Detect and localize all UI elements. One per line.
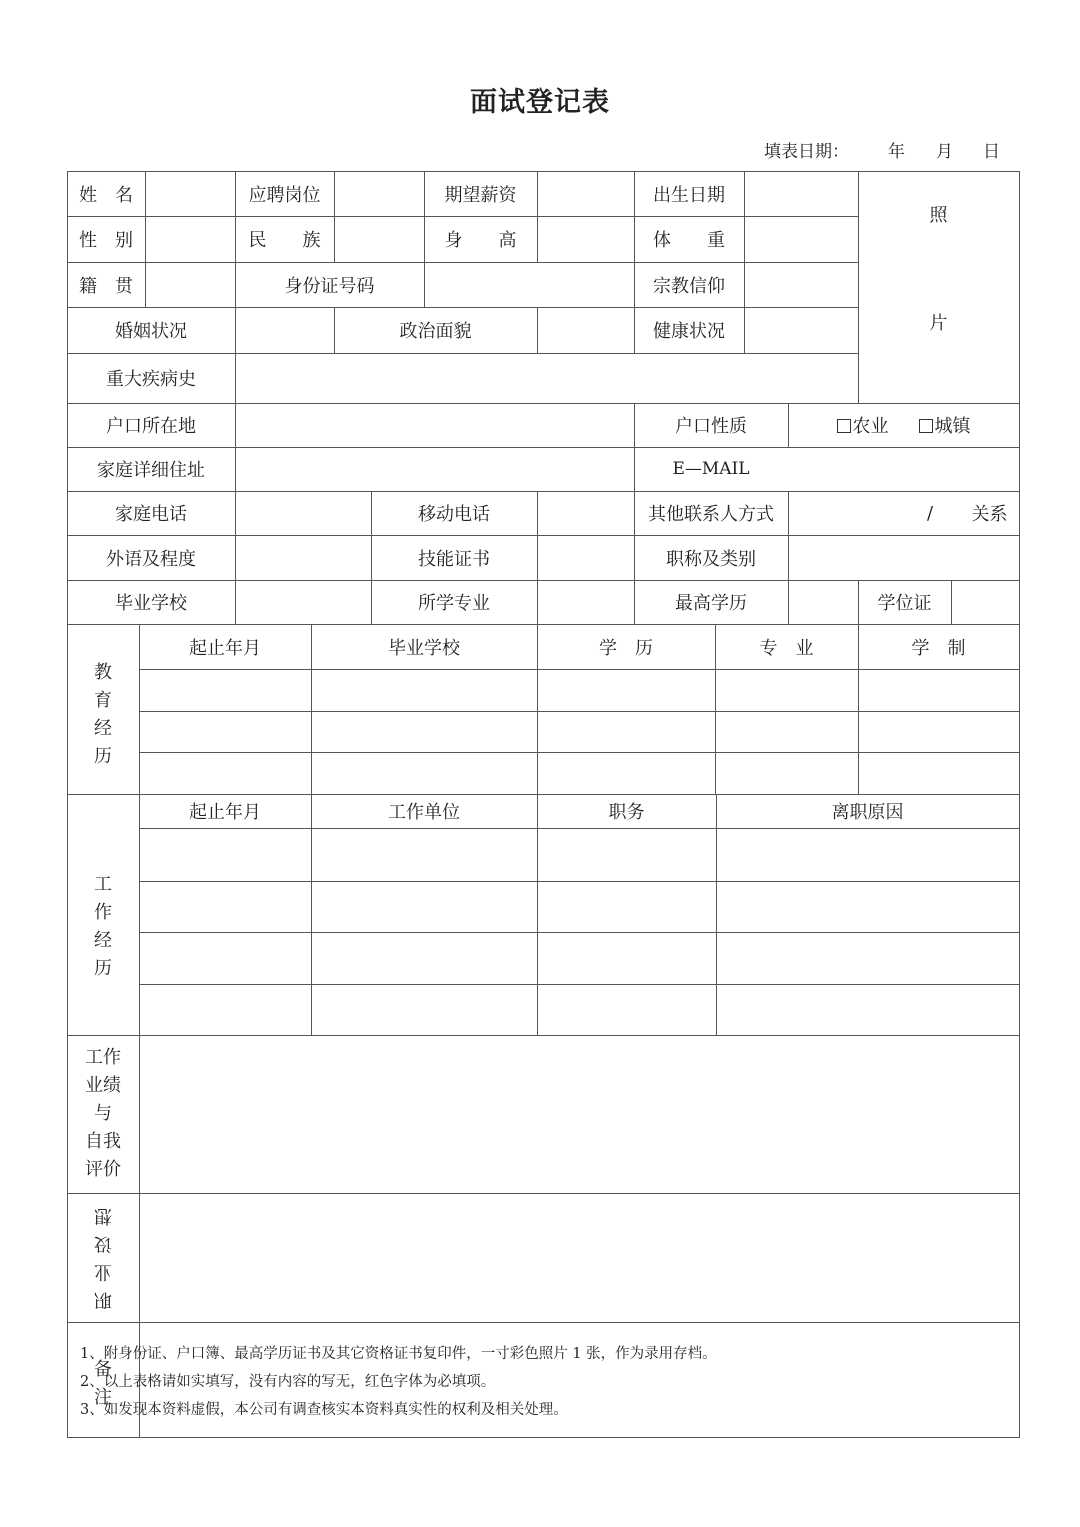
label-email: E—MAIL [672, 459, 750, 479]
education-cell[interactable] [859, 670, 1019, 711]
native-place-field[interactable] [146, 263, 235, 307]
self-evaluation-label-char: 与 [94, 1103, 112, 1124]
weight-field[interactable] [745, 217, 858, 262]
education-cell[interactable] [859, 753, 1019, 794]
self-evaluation-label-char: 自我 [85, 1131, 121, 1152]
work-header: 离职原因 [831, 802, 904, 823]
label-relation: 关系 [971, 504, 1008, 525]
label-gender: 性 别 [79, 230, 133, 251]
birth-date-field[interactable] [745, 172, 858, 216]
education-header: 专 业 [759, 637, 814, 659]
fill-date-month[interactable]: 月 [936, 142, 953, 162]
education-section-label-char: 教 [94, 662, 112, 683]
fill-date-label: 填表日期： [764, 142, 849, 162]
work-cell[interactable] [538, 933, 716, 984]
label-religion: 宗教信仰 [653, 275, 725, 297]
work-cell[interactable] [140, 933, 311, 984]
degree-field[interactable] [952, 581, 1019, 624]
label-position: 应聘岗位 [248, 184, 321, 206]
hukou-type-options [788, 403, 1019, 447]
work-section-label-char: 经 [94, 929, 112, 951]
remarks-section-label-char: 注 [94, 1386, 112, 1408]
work-section-label-char: 历 [94, 957, 112, 979]
other-contact-field[interactable] [789, 492, 905, 535]
label-weight: 体 重 [653, 230, 725, 251]
label-health: 健康状况 [653, 321, 725, 342]
education-section-label-char: 经 [94, 718, 112, 739]
work-cell[interactable] [140, 882, 311, 932]
remarks-section-label-char: 备 [94, 1358, 112, 1380]
id-number-field[interactable] [425, 263, 634, 307]
email-field[interactable] [789, 448, 1019, 491]
work-cell[interactable] [538, 882, 716, 932]
photo-area[interactable] [859, 172, 1019, 403]
label-address: 家庭详细住址 [97, 460, 205, 481]
self-evaluation-label-char: 业绩 [85, 1075, 121, 1096]
remark-line: 1、附身份证、户口簿、最高学历证书及其它资格证书复印件，一寸彩色照片 1 张，作为录用存档。 [80, 1346, 717, 1362]
urban-option[interactable] [919, 412, 971, 438]
career-plan-label-char: 职 [94, 1289, 112, 1311]
career-plan-label [67, 1193, 139, 1322]
urban-option-label: 城镇 [934, 416, 971, 437]
gender-field[interactable] [146, 217, 235, 262]
remark-line: 2、以上表格请如实填写，没有内容的写无，红色字体为必填项。 [80, 1374, 496, 1390]
label-education-level: 最高学历 [675, 593, 747, 614]
education-header: 学 制 [911, 637, 966, 659]
photo-label-2: 片 [929, 312, 948, 334]
label-height: 身 高 [444, 230, 517, 251]
work-cell[interactable] [717, 933, 1019, 984]
language-field[interactable] [236, 536, 371, 580]
education-cell[interactable] [859, 712, 1019, 752]
label-ethnicity: 民 族 [248, 230, 321, 251]
work-cell[interactable] [312, 985, 537, 1035]
school-field[interactable] [236, 581, 371, 624]
education-cell[interactable] [716, 670, 858, 711]
label-major-illness: 重大疾病史 [106, 369, 196, 390]
political-field[interactable] [538, 308, 634, 353]
position-field[interactable] [335, 172, 424, 216]
ethnicity-field[interactable] [335, 217, 424, 262]
work-cell[interactable] [312, 882, 537, 932]
education-cell[interactable] [312, 670, 537, 711]
education-cell[interactable] [312, 712, 537, 752]
education-cell[interactable] [140, 712, 311, 752]
self-evaluation-label [67, 1035, 139, 1193]
skill-cert-field[interactable] [538, 536, 634, 580]
education-cell[interactable] [140, 753, 311, 794]
education-header: 毕业学校 [388, 637, 460, 659]
career-plan-label-char: 想 [94, 1205, 112, 1227]
remark-line: 3、如发现本资料虚假，本公司有调查核实本资料真实性的权利及相关处理。 [80, 1402, 568, 1418]
education-header: 起止年月 [189, 637, 261, 659]
label-name: 姓 名 [79, 184, 133, 206]
checkbox-icon[interactable] [837, 419, 851, 433]
work-cell[interactable] [312, 933, 537, 984]
label-home-phone: 家庭电话 [115, 504, 187, 525]
label-native-place: 籍 贯 [79, 275, 133, 297]
self-evaluation-field[interactable] [140, 1036, 1019, 1193]
work-cell[interactable] [140, 829, 311, 881]
education-section-label [67, 624, 139, 800]
registration-form [67, 171, 1019, 1437]
work-header: 起止年月 [189, 802, 261, 823]
label-marital-status: 婚姻状况 [115, 321, 187, 342]
label-degree: 学位证 [877, 593, 932, 614]
label-mobile: 移动电话 [418, 504, 490, 525]
label-major: 所学专业 [418, 593, 490, 614]
label-school: 毕业学校 [115, 593, 187, 614]
education-section-label-char: 历 [94, 746, 112, 767]
label-hukou-place: 户口所在地 [106, 416, 196, 437]
work-section-label-char: 工 [94, 873, 112, 895]
page-title: 面试登记表 [470, 87, 610, 118]
fill-date-year[interactable]: 年 [888, 142, 905, 162]
education-section-label-char: 育 [94, 690, 112, 711]
agri-option[interactable] [837, 412, 889, 438]
contact-slash: / [926, 502, 934, 524]
education-level-field[interactable] [789, 581, 858, 624]
checkbox-icon[interactable] [919, 419, 933, 433]
fill-date-day[interactable]: 日 [983, 142, 1000, 162]
label-language: 外语及程度 [106, 548, 196, 570]
work-cell[interactable] [140, 985, 311, 1035]
career-plan-label-char: 业 [94, 1261, 112, 1283]
work-cell[interactable] [538, 985, 716, 1035]
name-field[interactable] [146, 172, 235, 216]
label-other-contact: 其他联系人方式 [648, 504, 774, 525]
self-evaluation-label-char: 工作 [85, 1047, 121, 1068]
label-id-number: 身份证号码 [284, 275, 375, 297]
self-evaluation-label-char: 评价 [85, 1159, 121, 1180]
education-cell[interactable] [140, 670, 311, 711]
work-header: 职务 [608, 802, 645, 823]
education-cell[interactable] [538, 753, 715, 794]
work-cell[interactable] [538, 829, 716, 881]
illness-field[interactable] [236, 354, 858, 403]
remarks-notes [80, 1340, 717, 1424]
agri-option-label: 农业 [852, 416, 889, 437]
work-section-label [67, 794, 139, 1047]
label-skill-cert: 技能证书 [418, 548, 490, 570]
label-political-status: 政治面貌 [399, 321, 472, 342]
education-cell[interactable] [538, 712, 715, 752]
work-cell[interactable] [312, 829, 537, 881]
work-header: 工作单位 [388, 802, 460, 823]
work-cell[interactable] [717, 882, 1019, 932]
health-field[interactable] [745, 308, 858, 353]
work-section-label-char: 作 [94, 901, 112, 923]
career-plan-label-char: 设 [94, 1233, 112, 1255]
work-cell[interactable] [717, 829, 1019, 881]
hukou-place-field[interactable] [236, 404, 634, 447]
mobile-field[interactable] [538, 492, 634, 535]
title-type-field[interactable] [789, 536, 1019, 580]
address-field[interactable] [236, 448, 634, 491]
label-title-type: 职称及类别 [666, 548, 756, 570]
education-cell[interactable] [716, 753, 858, 794]
religion-field[interactable] [745, 263, 858, 307]
education-cell[interactable] [538, 670, 715, 711]
marital-field[interactable] [236, 308, 334, 353]
education-cell[interactable] [312, 753, 537, 794]
label-salary: 期望薪资 [444, 184, 517, 206]
label-birth-date: 出生日期 [653, 184, 725, 206]
major-field[interactable] [538, 581, 634, 624]
education-cell[interactable] [716, 712, 858, 752]
education-header: 学 历 [599, 637, 653, 659]
photo-label-1: 照 [929, 204, 948, 226]
label-hukou-type: 户口性质 [675, 416, 747, 437]
career-plan-field[interactable] [140, 1194, 1019, 1322]
salary-field[interactable] [538, 172, 634, 216]
work-cell[interactable] [717, 985, 1019, 1035]
height-field[interactable] [538, 217, 634, 262]
home-phone-field[interactable] [236, 492, 371, 535]
